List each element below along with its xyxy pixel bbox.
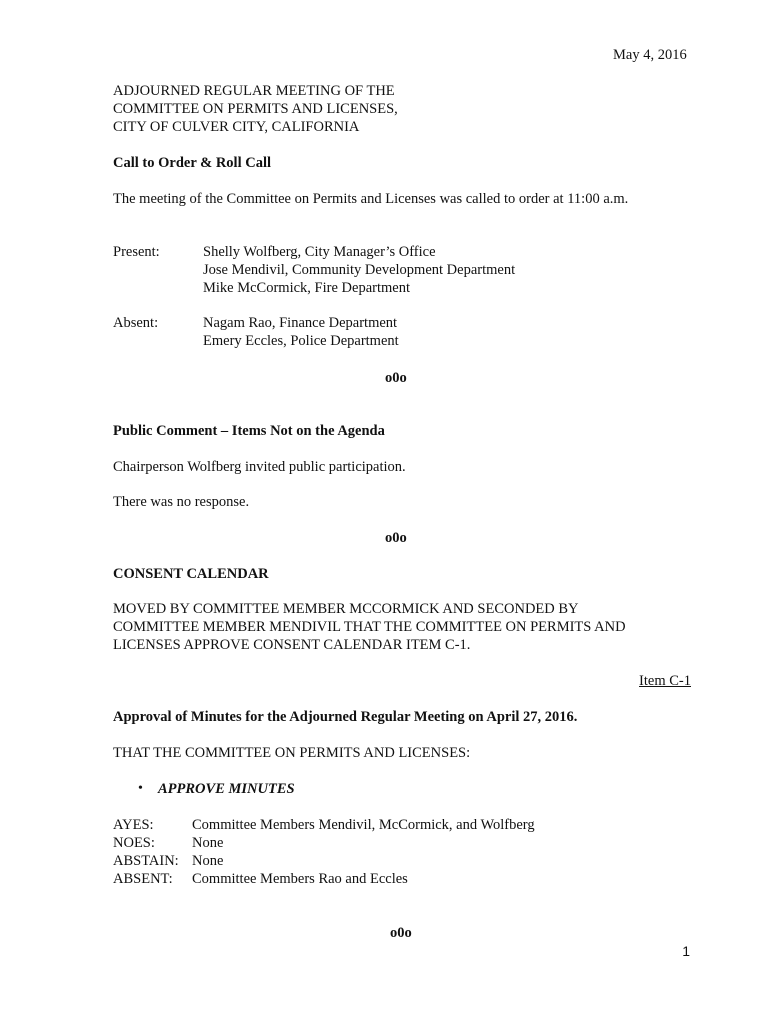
item-label: Item C-1 (639, 673, 691, 689)
present-member: Mike McCormick, Fire Department (203, 280, 410, 296)
that-line: THAT THE COMMITTEE ON PERMITS AND LICENSES: (113, 745, 471, 761)
document-date: May 4, 2016 (613, 47, 687, 63)
motion-line-3: LICENSES APPROVE CONSENT CALENDAR ITEM C-1. (113, 637, 471, 653)
absent-vote-value: Committee Members Rao and Eccles (192, 871, 408, 887)
motion-line-2: COMMITTEE MEMBER MENDIVIL THAT THE COMMITTEE ON PERMITS AND (113, 619, 626, 635)
title-line-3: CITY OF CULVER CITY, CALIFORNIA (113, 119, 360, 135)
present-label: Present: (113, 244, 160, 260)
public-comment-heading: Public Comment – Items Not on the Agenda (113, 423, 385, 439)
section-separator: o0o (385, 530, 407, 546)
absent-vote-label: ABSENT: (113, 871, 173, 887)
ayes-value: Committee Members Mendivil, McCormick, and Wolfberg (192, 817, 535, 833)
motion-line-1: MOVED BY COMMITTEE MEMBER MCCORMICK AND SECONDED BY (113, 601, 579, 617)
item-title: Approval of Minutes for the Adjourned Regular Meeting on April 27, 2016. (113, 709, 578, 725)
bullet-icon: • (138, 781, 143, 796)
abstain-value: None (192, 853, 224, 869)
call-to-order-text: The meeting of the Committee on Permits and Licenses was called to order at 11:00 a.m. (113, 191, 629, 207)
absent-member: Nagam Rao, Finance Department (203, 315, 398, 331)
title-line-1: ADJOURNED REGULAR MEETING OF THE (113, 83, 395, 99)
absent-label: Absent: (113, 315, 159, 331)
title-line-2: COMMITTEE ON PERMITS AND LICENSES, (113, 101, 398, 117)
section-separator: o0o (385, 370, 407, 386)
absent-member: Emery Eccles, Police Department (203, 333, 399, 349)
ayes-label: AYES: (113, 817, 154, 833)
public-comment-response: There was no response. (113, 494, 250, 510)
bullet-item: APPROVE MINUTES (158, 781, 295, 797)
call-to-order-heading: Call to Order & Roll Call (113, 155, 272, 171)
public-comment-text: Chairperson Wolfberg invited public participation. (113, 459, 406, 475)
noes-value: None (192, 835, 224, 851)
abstain-label: ABSTAIN: (113, 853, 179, 869)
noes-label: NOES: (113, 835, 155, 851)
page-number: 1 (682, 943, 690, 959)
present-member: Shelly Wolfberg, City Manager’s Office (203, 244, 436, 260)
present-member: Jose Mendivil, Community Development Department (203, 262, 516, 278)
consent-calendar-heading: CONSENT CALENDAR (113, 566, 269, 582)
section-separator: o0o (390, 925, 412, 941)
